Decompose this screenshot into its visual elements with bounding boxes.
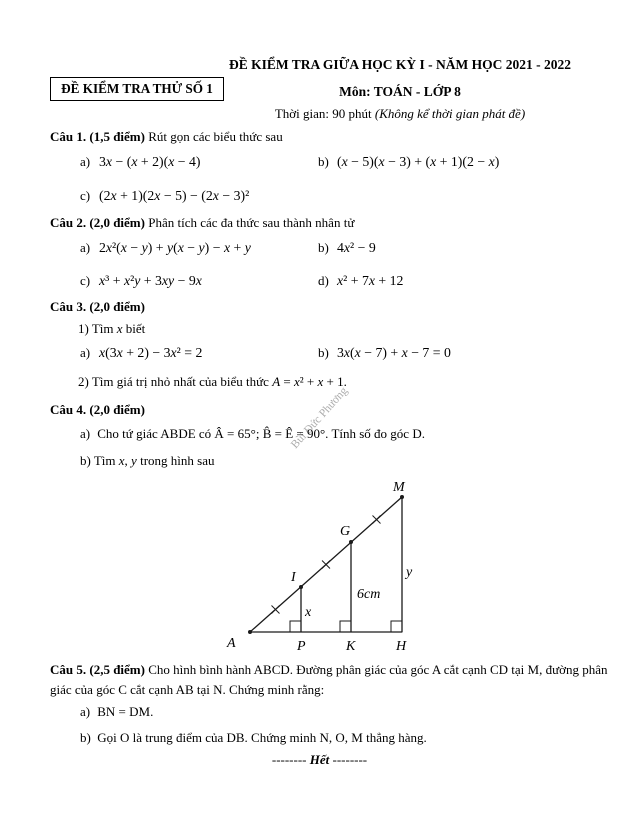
- question-4a-text: Cho tứ giác ABDE có Â = 65°; B̂ = Ê = 90°. Tính số đo góc D.: [97, 426, 425, 441]
- math-expression: x(3x + 2) − 3x² = 2: [99, 345, 203, 360]
- item-tag: a): [80, 345, 91, 360]
- question-5a-text: BN = DM.: [97, 704, 154, 719]
- question-3a: [80, 345, 202, 361]
- math-expression: A = x² + x + 1: [272, 374, 344, 389]
- item-tag: b): [318, 345, 329, 360]
- math-expression: 4x² − 9: [337, 240, 376, 255]
- question-3-label: Câu 3. (2,0 điểm): [50, 299, 145, 314]
- point-A: [248, 630, 252, 634]
- end-dashes-left: --------: [271, 752, 307, 767]
- question-4b-suffix: trong hình sau: [136, 453, 215, 468]
- item-tag: b): [80, 730, 91, 745]
- time-prefix: Thời gian: 90 phút: [274, 106, 375, 121]
- question-2-heading: [50, 215, 354, 231]
- item-tag: a): [80, 154, 91, 169]
- math-expression: x: [116, 321, 123, 336]
- question-2-label: Câu 2. (2,0 điểm): [50, 215, 145, 230]
- question-4b-prefix: b) Tìm: [80, 453, 119, 468]
- item-tag: b): [318, 240, 329, 255]
- question-3b: [318, 345, 451, 361]
- question-1-heading: [50, 129, 283, 145]
- math-expression: 2x²(x − y) + y(x − y) − x + y: [99, 240, 251, 255]
- tick-mark-AI: [272, 606, 280, 614]
- item-tag: a): [80, 240, 91, 255]
- figure-label-G: G: [340, 524, 351, 539]
- item-tag: c): [80, 188, 91, 203]
- watermark-text: Bùi Đức Phương: [288, 385, 351, 451]
- figure-label-I: I: [291, 570, 296, 585]
- triangle-figure: [220, 475, 430, 657]
- end-word: Hết: [309, 752, 330, 767]
- question-4-label: Câu 4. (2,0 điểm): [50, 402, 145, 417]
- question-1c: [80, 188, 249, 204]
- question-5-heading: [50, 660, 608, 700]
- math-expression: x, y: [118, 453, 137, 468]
- question-3-item2: [78, 374, 347, 390]
- tick-mark-IG: [322, 561, 330, 569]
- question-2c: [80, 273, 202, 289]
- item-tag: b): [318, 154, 329, 169]
- math-expression: (x − 5)(x − 3) + (x + 1)(2 − x): [337, 154, 500, 169]
- right-angle-mark-K: [340, 621, 351, 632]
- question-1-label: Câu 1. (1,5 điểm): [50, 129, 145, 144]
- time-line: [160, 106, 639, 122]
- question-5b: [80, 730, 427, 746]
- exam-title: ĐỀ KIỂM TRA GIỮA HỌC KỲ I - NĂM HỌC 2021 - 2022: [228, 57, 571, 72]
- point-M: [400, 495, 404, 499]
- subject-line: Môn: TOÁN - LỚP 8: [339, 84, 461, 99]
- question-5a: [80, 704, 153, 720]
- item-tag: d): [318, 273, 329, 288]
- item1-suffix: biết: [122, 321, 146, 336]
- item-tag: a): [80, 426, 91, 441]
- question-5b-text: Gọi O là trung điểm của DB. Chứng minh N, O, M thẳng hàng.: [97, 730, 427, 745]
- question-2-text: Phân tích các đa thức sau thành nhân tử: [144, 215, 355, 230]
- figure-label-P: P: [297, 639, 306, 654]
- item-tag: c): [80, 273, 91, 288]
- item-tag: a): [80, 704, 91, 719]
- end-of-exam-line: [0, 752, 639, 768]
- question-4a: [80, 426, 425, 442]
- math-expression: x² + 7x + 12: [337, 273, 404, 288]
- item1-prefix: 1) Tìm: [78, 321, 117, 336]
- figure-label-x: x: [305, 605, 312, 620]
- math-expression: 3x − (x + 2)(x − 4): [99, 154, 201, 169]
- time-note: (Không kể thời gian phát đề): [374, 106, 526, 121]
- math-expression: x³ + x²y + 3xy − 9x: [99, 273, 202, 288]
- question-2d: [318, 273, 403, 289]
- right-angle-mark-H: [391, 621, 402, 632]
- question-3-item1: [78, 321, 145, 337]
- question-5-text: Cho hình bình hành ABCD. Đường phân giác của góc A cắt cạnh CD tại M, đường phân giác của góc C cắt cạnh AB tại N. Chứng minh rằng:: [50, 662, 608, 697]
- question-1a: [80, 154, 201, 170]
- question-2b: [318, 240, 376, 256]
- point-I: [299, 585, 303, 589]
- item2-suffix: .: [343, 374, 347, 389]
- question-5-label: Câu 5. (2,5 điểm): [50, 662, 145, 677]
- question-1-text: Rút gọn các biểu thức sau: [144, 129, 283, 144]
- tick-mark-GM: [373, 516, 381, 524]
- figure-label-y: y: [406, 565, 413, 580]
- figure-label-M: M: [393, 480, 405, 495]
- question-4b: [80, 453, 214, 469]
- item2-prefix: 2) Tìm giá trị nhỏ nhất của biểu thức: [78, 374, 273, 389]
- figure-label-6cm: 6cm: [357, 587, 381, 602]
- math-expression: (2x + 1)(2x − 5) − (2x − 3)²: [99, 188, 250, 203]
- figure-label-A: A: [227, 636, 236, 651]
- end-dashes-right: --------: [332, 752, 368, 767]
- question-1b: [318, 154, 499, 170]
- exam-number-label: ĐỀ KIỂM TRA THỬ SỐ 1: [61, 81, 213, 96]
- math-expression: 3x(x − 7) + x − 7 = 0: [337, 345, 451, 360]
- question-2a: [80, 240, 251, 256]
- point-G: [349, 540, 353, 544]
- figure-label-H: H: [396, 639, 407, 654]
- figure-label-K: K: [346, 639, 356, 654]
- right-angle-mark-P: [290, 621, 301, 632]
